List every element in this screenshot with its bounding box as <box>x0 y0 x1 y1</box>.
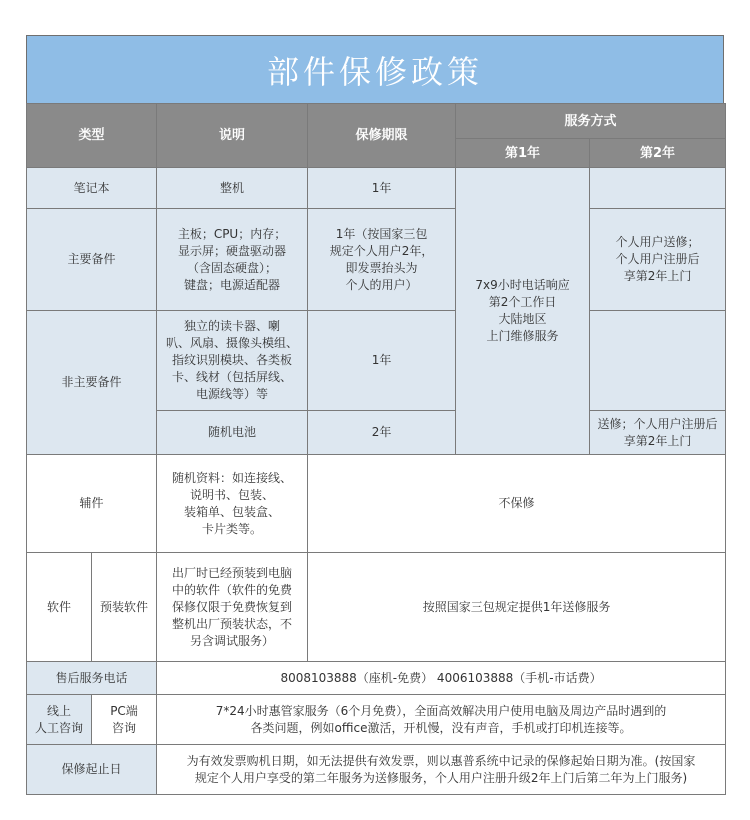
main-parts-period: 1年（按国家三包 规定个人用户2年， 即发票抬头为 个人的用户） <box>308 209 456 311</box>
notebook-desc: 整机 <box>157 168 308 209</box>
start-date-value: 为有效发票购机日期，如无法提供有效发票，则以惠普系统中记录的保修起始日期为准。(按国家 规定个人用户享受的第二年服务为送修服务，个人用户注册升级2年上门后第二年为上门服务) <box>157 745 726 795</box>
row-sublabel-preinstalled: 预装软件 <box>92 553 157 662</box>
row-label-start-date: 保修起止日 <box>27 745 157 795</box>
battery-period: 2年 <box>308 411 456 455</box>
row-label-online: 线上 人工咨询 <box>27 695 92 745</box>
header-year1: 第1年 <box>456 139 590 168</box>
row-label-notebook: 笔记本 <box>27 168 157 209</box>
non-main-parts-desc: 独立的读卡器、喇 叭、风扇、摄像头模组、 指纹识别模块、各类板 卡、线材（包括屏线、 电源线等）等 <box>157 311 308 411</box>
header-type: 类型 <box>27 104 157 168</box>
row-label-non-main-parts: 非主要备件 <box>27 311 157 455</box>
battery-desc: 随机电池 <box>157 411 308 455</box>
accessories-desc: 随机资料：如连接线、 说明书、包装、 装箱单、包装盒、 卡片类等。 <box>157 455 308 553</box>
header-service: 服务方式 <box>456 104 726 139</box>
row-sublabel-pc: PC端 咨询 <box>92 695 157 745</box>
row-label-accessories: 辅件 <box>27 455 157 553</box>
header-year2: 第2年 <box>590 139 726 168</box>
row-label-main-parts: 主要备件 <box>27 209 157 311</box>
non-main-parts-period: 1年 <box>308 311 456 411</box>
software-policy: 按照国家三包规定提供1年送修服务 <box>308 553 726 662</box>
warranty-table <box>26 103 726 795</box>
online-value: 7*24小时惠管家服务（6个月免费），全面高效解决用户使用电脑及周边产品时遇到的 各类问题，例如office激活，开机慢，没有声音，手机或打印机连接等。 <box>157 695 726 745</box>
main-parts-year2: 个人用户送修； 个人用户注册后 享第2年上门 <box>590 209 726 311</box>
notebook-period: 1年 <box>308 168 456 209</box>
main-parts-desc: 主板；CPU；内存； 显示屏；硬盘驱动器 （含固态硬盘）； 键盘；电源适配器 <box>157 209 308 311</box>
battery-year2: 送修；个人用户注册后 享第2年上门 <box>590 411 726 455</box>
notebook-year2 <box>590 168 726 209</box>
row-label-hotline: 售后服务电话 <box>27 662 157 695</box>
software-desc: 出厂时已经预装到电脑 中的软件（软件的免费 保修仅限于免费恢复到 整机出厂预装状态，不 另含调试服务） <box>157 553 308 662</box>
accessories-policy: 不保修 <box>308 455 726 553</box>
page-title: 部件保修政策 <box>26 35 724 103</box>
service-year1: 7x9小时电话响应 第2个工作日 大陆地区 上门维修服务 <box>456 168 590 455</box>
hotline-value: 8008103888（座机-免费） 4006103888（手机-市话费） <box>157 662 726 695</box>
header-desc: 说明 <box>157 104 308 168</box>
non-main-parts-year2 <box>590 311 726 411</box>
row-label-software: 软件 <box>27 553 92 662</box>
header-period: 保修期限 <box>308 104 456 168</box>
